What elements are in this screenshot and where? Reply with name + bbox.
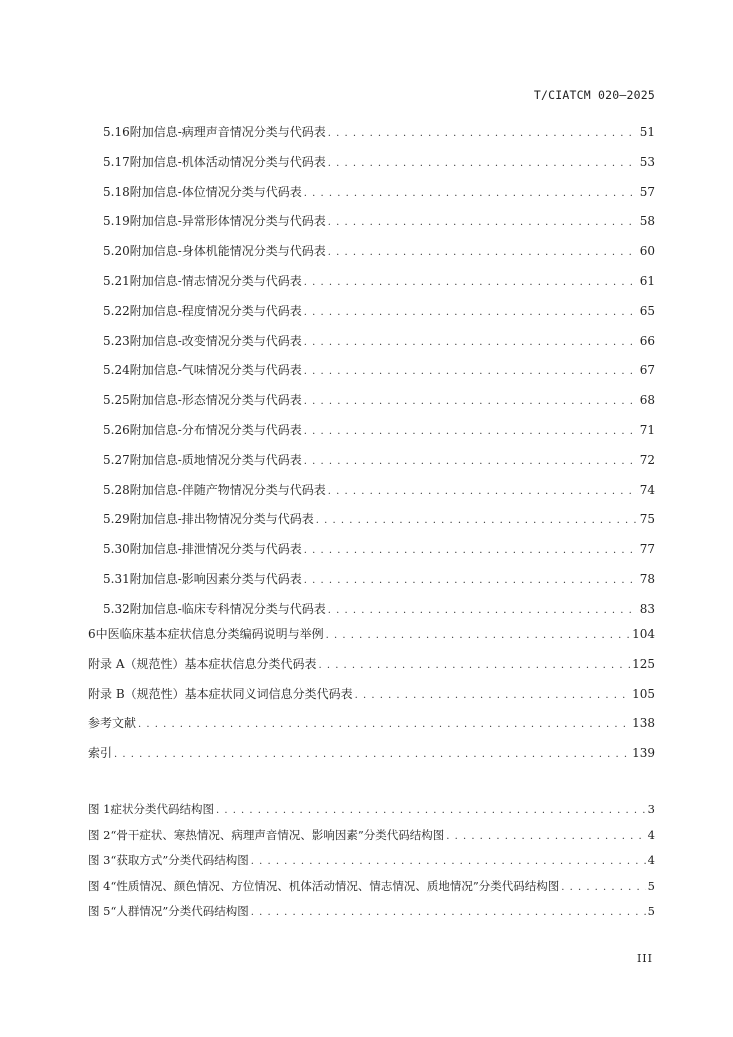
toc-entry-number: 5.31 [103,572,130,586]
figure-label: 图 4 [88,878,111,893]
figure-entry[interactable] [88,799,655,819]
toc-entry-page: 65 [639,303,655,318]
toc-entry[interactable] [103,420,655,440]
toc-entry-title: 附加信息-体位情况分类与代码表 [129,184,302,199]
toc-entry[interactable] [88,624,655,644]
figure-page: 4 [647,853,655,868]
toc-entry-number: 6 [88,627,96,641]
toc-entry-page: 75 [639,512,655,527]
toc-entry-number: 5.26 [103,423,130,437]
toc-entry-page: 71 [639,423,655,437]
toc-entry-page: 66 [639,333,655,348]
leader-dots [326,626,630,646]
leader-dots [561,878,645,898]
leader-dots [138,715,630,735]
leader-dots [328,482,638,502]
figure-label: 图 2 [88,827,111,842]
toc-entry-page: 125 [632,656,655,671]
toc-entry-title: 附加信息-改变情况分类与代码表 [129,333,302,348]
toc-entry-number: 5.20 [103,244,130,259]
toc-entry-page: 138 [632,716,655,731]
toc-entry-title: 附加信息-排出物情况分类与代码表 [129,512,314,527]
toc-entry-title: 附加信息-临床专科情况分类与代码表 [129,601,326,616]
toc-entry-number: 5.23 [103,333,130,348]
toc-entry-page: 61 [639,274,655,288]
toc-entry[interactable] [88,743,655,763]
toc-entry[interactable] [103,450,655,470]
toc-entry-number: 5.24 [103,363,130,378]
toc-entry-page: 105 [632,686,655,701]
toc-entry-page: 72 [639,452,655,467]
leader-dots [251,903,646,923]
toc-entry[interactable] [103,509,655,529]
figure-entry[interactable] [88,825,655,845]
toc-entry-number: 5.16 [103,125,130,139]
toc-entry-number: 5.25 [103,393,130,408]
leader-dots [316,511,638,531]
toc-entry-title: 参考文献 [88,716,137,731]
toc-entry-title: 附加信息-病理声音情况分类与代码表 [129,125,326,139]
figure-label: 图 1 [88,802,111,816]
leader-dots [304,184,638,204]
toc-entry[interactable] [88,654,655,674]
toc-entry-number: 5.22 [103,303,130,318]
toc-entry-title: 附录 B（规范性）基本症状同义词信息分类代码表 [88,686,353,701]
toc-entry[interactable] [103,152,655,172]
leader-dots [328,154,638,174]
leader-dots [304,571,638,591]
figure-title: 症状分类代码结构图 [110,802,214,816]
toc-entry-title: 附加信息-形态情况分类与代码表 [129,393,302,408]
leader-dots [216,801,646,821]
toc-entry-number: 5.19 [103,214,130,229]
toc-entry-page: 104 [632,627,655,641]
toc-entry-number: 5.28 [103,482,130,497]
toc-entry-number: 5.32 [103,601,130,616]
figure-page: 5 [647,904,655,919]
toc-entry[interactable] [103,241,655,261]
toc-entry-title: 附加信息-情志情况分类与代码表 [129,274,302,288]
document-code-header: T/CIATCM 020—2025 [533,88,655,102]
leader-dots [304,392,638,412]
leader-dots [328,243,638,263]
toc-entry-number: 5.21 [103,274,130,288]
toc-entry[interactable] [103,599,655,619]
toc-entry-number: 5.17 [103,154,130,169]
leader-dots [304,452,638,472]
leader-dots [304,303,638,323]
toc-entry-title: 附加信息-分布情况分类与代码表 [129,423,302,437]
toc-entry-title: 附加信息-气味情况分类与代码表 [129,363,302,378]
leader-dots [304,541,638,561]
toc-entry-title: 附加信息-排泄情况分类与代码表 [129,542,302,557]
leader-dots [251,852,646,872]
toc-entry[interactable] [103,301,655,321]
toc-entry[interactable] [88,713,655,733]
toc-entry[interactable] [103,480,655,500]
toc-entry-page: 60 [639,244,655,259]
figure-title: “性质情况、颜色情况、方位情况、机体活动情况、情志情况、质地情况”分类代码结构图 [110,878,560,893]
toc-entry-title: 索引 [88,746,113,761]
leader-dots [318,656,630,676]
toc-entry-page: 139 [632,746,655,761]
leader-dots [304,333,638,353]
toc-entry-title: 中医临床基本症状信息分类编码说明与举例 [95,627,324,641]
toc-entry-number: 5.29 [103,512,130,527]
toc-entry[interactable] [103,539,655,559]
toc-entry-title: 附加信息-影响因素分类与代码表 [129,572,302,586]
toc-entry-page: 53 [639,154,655,169]
toc-entry-number: 5.30 [103,542,130,557]
toc-entry[interactable] [103,211,655,231]
toc-entry-title: 附加信息-程度情况分类与代码表 [129,303,302,318]
figure-title: “人群情况”分类代码结构图 [110,904,249,919]
toc-entry-page: 78 [639,572,655,586]
toc-entry-title: 附加信息-质地情况分类与代码表 [129,452,302,467]
toc-entry-page: 68 [639,393,655,408]
figure-entry[interactable] [88,901,655,921]
toc-entry-title: 附加信息-机体活动情况分类与代码表 [129,154,326,169]
toc-entry-number: 5.18 [103,184,130,199]
leader-dots [114,745,630,765]
leader-dots [304,273,638,293]
figure-title: “骨干症状、寒热情况、病理声音情况、影响因素”分类代码结构图 [110,827,445,842]
toc-entry-page: 58 [639,214,655,229]
toc-entry-title: 附加信息-伴随产物情况分类与代码表 [129,482,326,497]
toc-entry[interactable] [103,331,655,351]
figure-title: “获取方式”分类代码结构图 [110,853,249,868]
toc-entry-page: 74 [639,482,655,497]
toc-entry[interactable] [103,271,655,291]
leader-dots [446,827,645,847]
toc-entry[interactable] [103,569,655,589]
toc-entry-page: 51 [639,125,655,139]
toc-entry-title: 附录 A（规范性）基本症状信息分类代码表 [88,656,317,671]
leader-dots [328,213,638,233]
figure-page: 5 [647,878,655,893]
figure-label: 图 3 [88,853,111,868]
figure-page: 3 [647,802,655,816]
toc-entry-page: 67 [639,363,655,378]
leader-dots [328,601,638,621]
toc-entry[interactable] [103,360,655,380]
toc-entry-number: 5.27 [103,452,130,467]
leader-dots [304,422,638,442]
toc-entry[interactable] [103,122,655,142]
toc-entry-page: 83 [639,601,655,616]
page-number-roman: III [636,952,653,965]
toc-entry-title: 附加信息-身体机能情况分类与代码表 [129,244,326,259]
toc-entry-page: 77 [639,542,655,557]
toc-entry[interactable] [103,182,655,202]
figure-label: 图 5 [88,904,111,919]
toc-entry-title: 附加信息-异常形体情况分类与代码表 [129,214,326,229]
figure-entry[interactable] [88,850,655,870]
leader-dots [328,124,638,144]
toc-entry[interactable] [103,390,655,410]
leader-dots [304,362,638,382]
toc-entry[interactable] [88,684,655,704]
figure-entry[interactable] [88,876,655,896]
figure-page: 4 [647,827,655,842]
leader-dots [355,686,630,706]
toc-entry-page: 57 [639,184,655,199]
